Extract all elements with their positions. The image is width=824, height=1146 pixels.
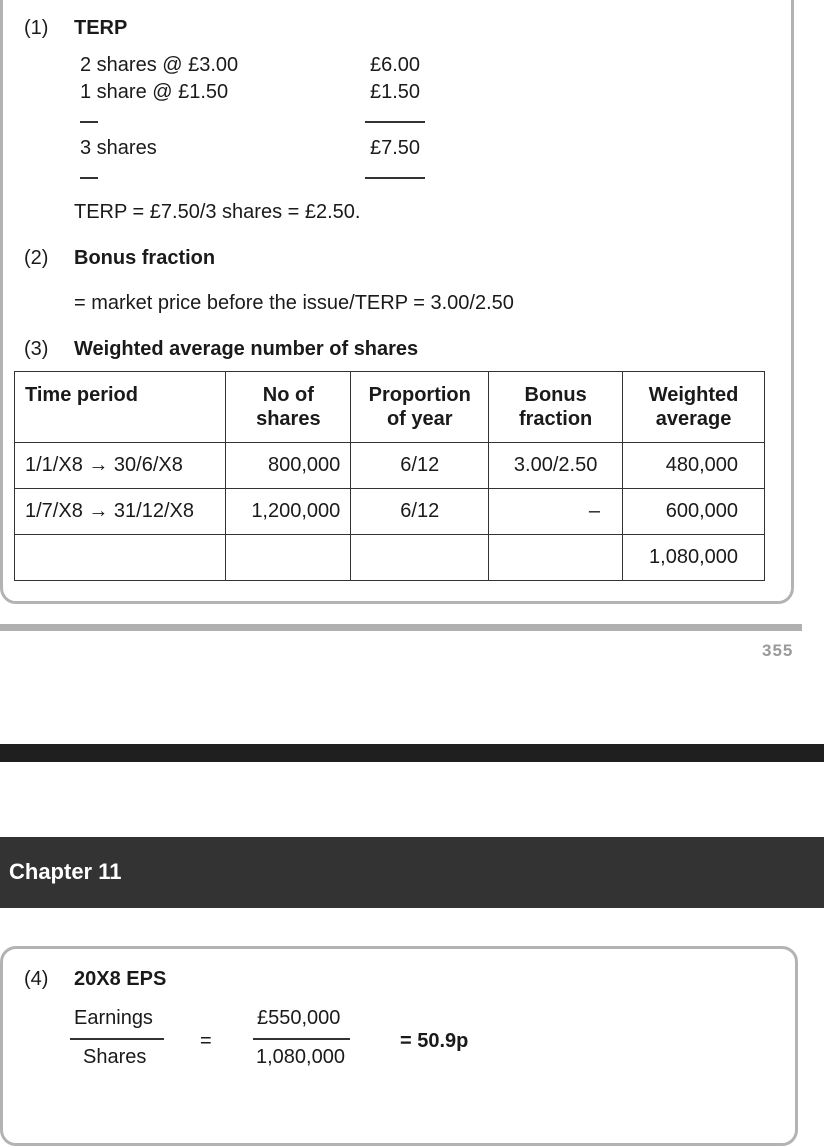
terp-line-2-value: £1.50 [370, 81, 421, 103]
bonus-formula: = market price before the issue/TERP = 3.00/2.50 [74, 292, 514, 314]
fraction-bar [253, 1038, 350, 1040]
total-rule [365, 177, 425, 179]
section-2-number: (2) [24, 247, 49, 269]
table-header-row [15, 372, 765, 443]
cell-bonus-fraction: – [489, 489, 623, 535]
section-4-number: (4) [24, 968, 49, 990]
page-footer-bar [0, 624, 802, 631]
cell-weighted-average: 480,000 [623, 443, 765, 489]
terp-line-2-label: 1 share @ £1.50 [80, 81, 229, 103]
cell-proportion [351, 535, 489, 581]
fraction-bar [70, 1038, 164, 1040]
eps-result: = 50.9p [400, 1030, 469, 1052]
table-row [15, 443, 765, 489]
cell-shares: 1,200,000 [226, 489, 351, 535]
cell-weighted-average: 600,000 [623, 489, 765, 535]
terp-result: TERP = £7.50/3 shares = £2.50. [74, 201, 361, 223]
table-row [15, 535, 765, 581]
header-bonus-fraction: Bonus fraction [489, 372, 623, 443]
page-number: 355 [762, 641, 794, 660]
table-row [15, 489, 765, 535]
cell-bonus-fraction: 3.00/2.50 [489, 443, 623, 489]
weighted-heading: Weighted average number of shares [74, 338, 419, 360]
cell-total-weighted-average: 1,080,000 [623, 535, 765, 581]
eps-denominator-value: 1,080,000 [256, 1046, 345, 1068]
cell-time-period: 1/7/X8 → 31/12/X8 [15, 489, 226, 535]
eps-denominator-label: Shares [83, 1046, 147, 1068]
cell-bonus-fraction [489, 535, 623, 581]
cell-shares: 800,000 [226, 443, 351, 489]
weighted-average-table [14, 371, 765, 581]
label-rule [80, 121, 98, 123]
eps-equals-sign: = [200, 1030, 212, 1052]
bonus-heading: Bonus fraction [74, 247, 216, 269]
cell-proportion: 6/12 [351, 443, 489, 489]
label-rule [80, 177, 98, 179]
terp-line-1-value: £6.00 [370, 54, 421, 76]
cell-shares [226, 535, 351, 581]
header-time-period: Time period [15, 372, 226, 443]
terp-total-value: £7.50 [370, 137, 421, 159]
terp-heading: TERP [74, 17, 128, 39]
chapter-title: Chapter 11 [9, 859, 122, 884]
header-proportion-of-year: Proportion of year [351, 372, 489, 443]
section-3-number: (3) [24, 338, 49, 360]
terp-total-label: 3 shares [80, 137, 157, 159]
terp-line-1-label: 2 shares @ £3.00 [80, 54, 239, 76]
cell-proportion: 6/12 [351, 489, 489, 535]
eps-heading: 20X8 EPS [74, 968, 167, 990]
chapter-header-band [0, 837, 824, 908]
header-no-of-shares: No of shares [226, 372, 351, 443]
eps-numerator-label: Earnings [74, 1007, 153, 1029]
page-header-bar [0, 744, 824, 762]
cell-time-period: 1/1/X8 → 30/6/X8 [15, 443, 226, 489]
header-weighted-average: Weighted average [623, 372, 765, 443]
subtotal-rule [365, 121, 425, 123]
cell-time-period [15, 535, 226, 581]
section-1-number: (1) [24, 17, 49, 39]
eps-numerator-value: £550,000 [257, 1007, 341, 1029]
